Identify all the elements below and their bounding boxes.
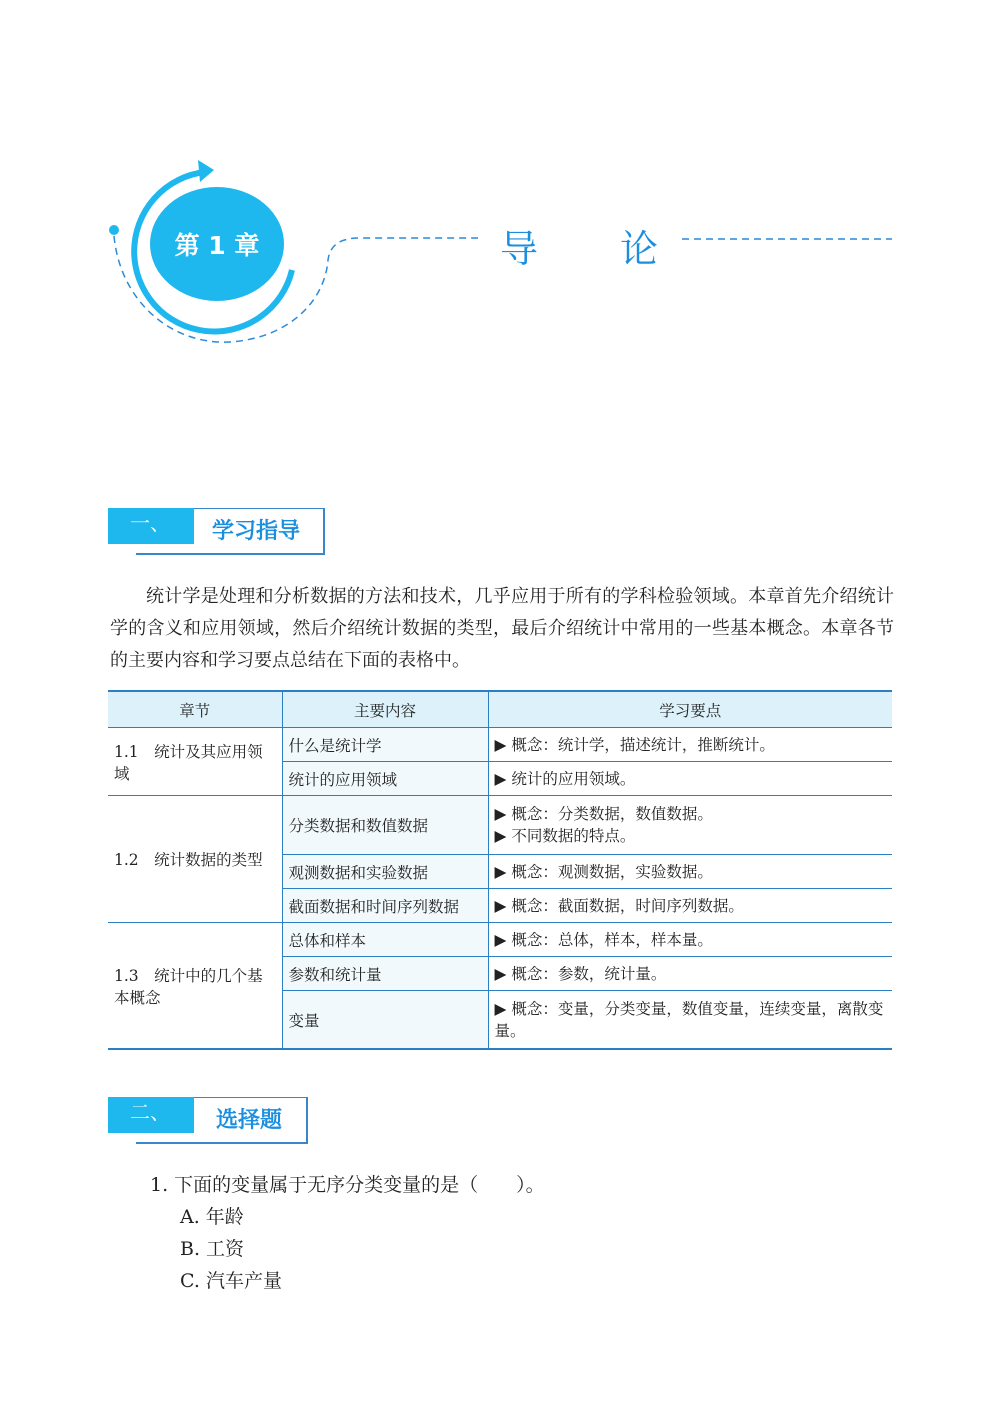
chapter-title-char: 论 xyxy=(620,227,659,271)
key-point: ▶ 概念：统计学，描述统计，推断统计。 xyxy=(495,734,887,756)
section-cell: 1.2 统计数据的类型 xyxy=(108,796,282,923)
section-heading-multiple-choice xyxy=(108,1097,308,1137)
chapter-badge: 第 1 章 xyxy=(150,187,284,301)
section-number: 一、 xyxy=(108,508,194,544)
key-point: ▶ 概念：截面数据，时间序列数据。 xyxy=(495,895,887,917)
section-title: 选择题 xyxy=(216,1108,283,1133)
table-row xyxy=(108,728,892,762)
header-cell: 学习要点 xyxy=(488,691,892,728)
section-heading-study-guide xyxy=(108,508,325,548)
intro-paragraph: 统计学是处理和分析数据的方法和技术，几乎应用于所有的学科检验领域。本章首先介绍统计学的含义和应用领域，然后介绍统计数据的类型，最后介绍统计中常用的一些基本概念。本章各节的主要内容和学习要点总结在下面的表格中。 xyxy=(110,586,894,671)
key-point: ▶ 概念：分类数据，数值数据。 xyxy=(495,803,887,825)
section-title: 学习指导 xyxy=(212,519,301,544)
key-point: ▶ 统计的应用领域。 xyxy=(495,768,887,790)
content-cell: 截面数据和时间序列数据 xyxy=(282,889,488,923)
chapter-title-char: 导 xyxy=(500,227,539,271)
key-point: ▶ 概念：总体，样本，样本量。 xyxy=(495,929,887,951)
content-cell: 分类数据和数值数据 xyxy=(282,796,488,855)
arrow-icon xyxy=(198,160,214,182)
key-point: ▶ 概念：变量，分类变量，数值变量，连续变量，离散变量。 xyxy=(495,998,887,1042)
table-row xyxy=(108,796,892,855)
table-row xyxy=(108,923,892,957)
option-c: C. 汽车产量 xyxy=(180,1270,282,1292)
content-cell: 统计的应用领域 xyxy=(282,762,488,796)
option-a: A. 年龄 xyxy=(180,1206,244,1228)
section-number: 二、 xyxy=(108,1097,194,1133)
key-point: ▶ 概念：参数，统计量。 xyxy=(495,963,887,985)
section-cell: 1.1 统计及其应用领域 xyxy=(108,728,282,796)
key-point: ▶ 不同数据的特点。 xyxy=(495,825,887,847)
section-cell: 1.3 统计中的几个基本概念 xyxy=(108,923,282,1050)
summary-table xyxy=(108,690,892,1050)
table-header-row xyxy=(108,691,892,728)
content-cell: 参数和统计量 xyxy=(282,957,488,991)
chapter-decoration xyxy=(0,0,992,400)
content-cell: 观测数据和实验数据 xyxy=(282,855,488,889)
header-cell: 主要内容 xyxy=(282,691,488,728)
key-point: ▶ 概念：观测数据，实验数据。 xyxy=(495,861,887,883)
content-cell: 变量 xyxy=(282,991,488,1050)
option-b: B. 工资 xyxy=(180,1238,245,1260)
question-stem: 1. 下面的变量属于无序分类变量的是（ ）。 xyxy=(150,1174,545,1196)
header-cell: 章节 xyxy=(108,691,282,728)
content-cell: 什么是统计学 xyxy=(282,728,488,762)
content-cell: 总体和样本 xyxy=(282,923,488,957)
